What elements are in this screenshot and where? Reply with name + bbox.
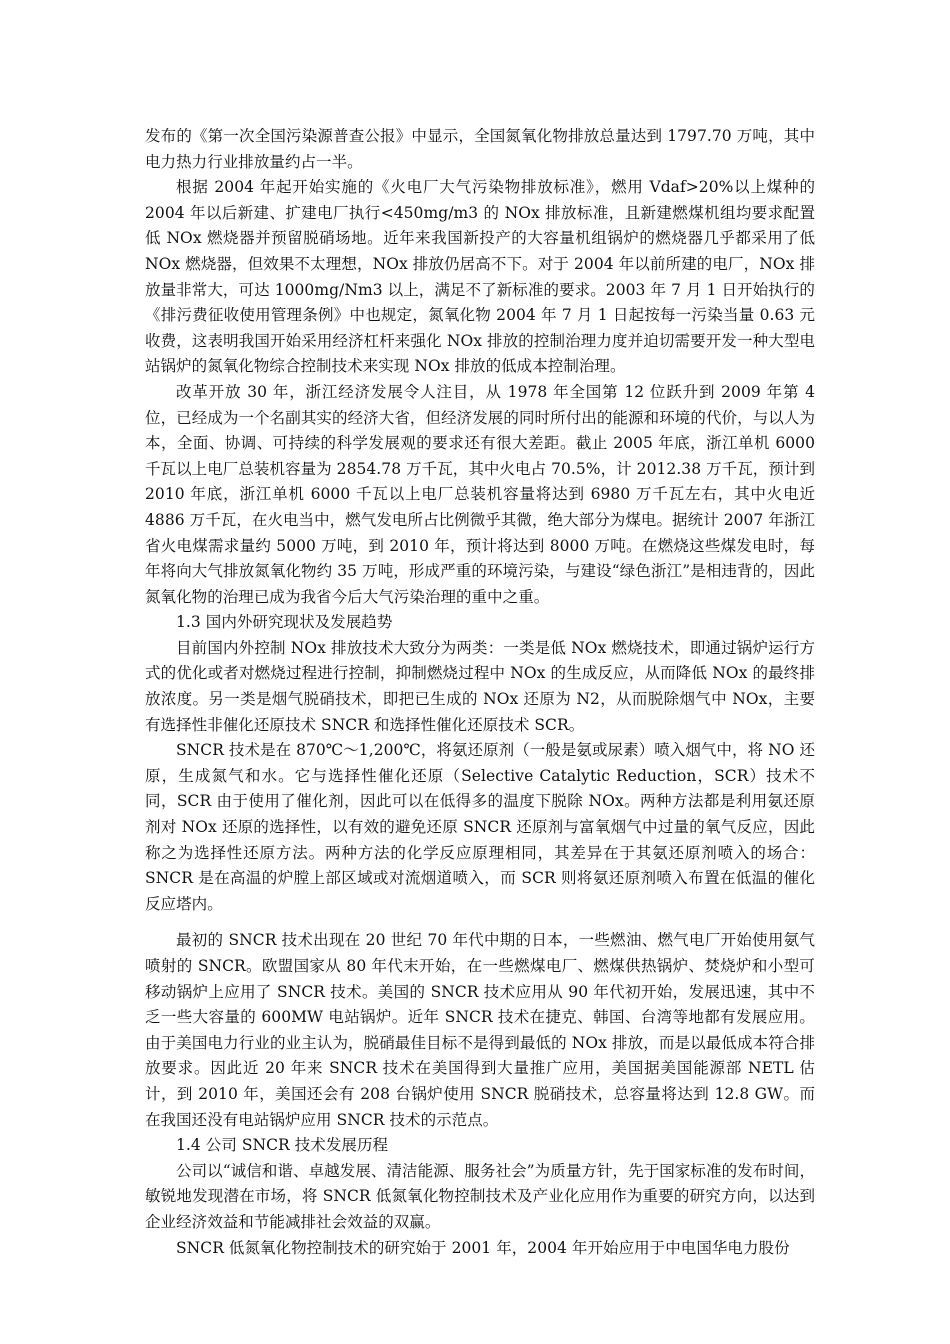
paragraph-emission-standard: 根据 2004 年起开始实施的《火电厂大气污染物排放标准》，燃用 Vdaf>20%以上煤种的 2004 年以后新建、扩建电厂执行<450mg/m3 的 NOx 排放标准，且新建燃煤机组均要求配置低 NOx 燃烧器并预留脱硝场地。近年来我国新投产的大容量机组锅炉的燃烧器几乎都采用了低 NOx 燃烧器，但效果不太理想，NOx 排放仍居高不下。对于 2004 年以前所建的电厂，NOx 排放量非常大，可达 1000mg/Nm3 以上，满足不了新标准的要求。2003 年 7 月 1 日开始执行的《排污费征收使用管理条例》中也规定，氮氧化物 2004 年 7 月 1 日起按每一污染当量 0.63 元收费，这表明我国开始采用经济杠杆来强化 NOx 排放的控制治理力度并迫切需要开发一种大型电站锅炉的氮氧化物综合控制技术来实现 NOx 排放的低成本控制治理。 [145, 178, 815, 376]
paragraph-sncr-history: 最初的 SNCR 技术出现在 20 世纪 70 年代中期的日本，一些燃油、燃气电厂开始使用氨气喷射的 SNCR。欧盟国家从 80 年代末开始，在一些燃煤电厂、燃煤供热锅炉、焚烧炉和小型可移动锅炉上应用了 SNCR 技术。美国的 SNCR 技术应用从 90 年代初开始，发展迅速，其中不乏一些大容量的 600MW 电站锅炉。近年 SNCR 技术在捷克、韩国、台湾等地都有发展应用。由于美国电力行业的业主认为，脱硝最佳目标不是得到最低的 NOx 排放，而是以最低成本符合排放要求。因此近 20 年来 SNCR 技术在美国得到大量推广应用，美国据美国能源部 NETL 估计，到 2010 年，美国还会有 208 台锅炉使用 SNCR 脱硝技术，总容量将达到 12.8 GW。而在我国还没有电站锅炉应用 SNCR 技术的示范点。 [145, 931, 815, 1129]
paragraph-nox-control-methods: 目前国内外控制 NOx 排放技术大致分为两类：一类是低 NOx 燃烧技术，即通过锅炉运行方式的优化或者对燃烧过程进行控制，抑制燃烧过程中 NOx 的生成反应，从而降低 NOx 的最终排放浓度。另一类是烟气脱硝技术，即把已生成的 NOx 还原为 N2，从而脱除烟气中 NOx，主要有选择性非催化还原技术 SNCR 和选择性催化还原技术 SCR。 [145, 638, 815, 734]
section-heading-1-4: 1.4 公司 SNCR 技术发展历程 [176, 1136, 389, 1155]
paragraph-research-start: SNCR 低氮氧化物控制技术的研究始于 2001 年，2004 年开始应用于中电国华电力股份 [176, 1238, 790, 1257]
document-body [145, 124, 815, 1261]
paragraph-continuation: 发布的《第一次全国污染源普查公报》中显示，全国氮氧化物排放总量达到 1797.70 万吨，其中电力热力行业排放量约占一半。 [145, 127, 815, 171]
paragraph-zhejiang-economy: 改革开放 30 年，浙江经济发展令人注目，从 1978 年全国第 12 位跃升到 2009 年第 4 位，已经成为一个名副其实的经济大省，但经济发展的同时所付出的能源和环境的代价，与以人为本，全面、协调、可持续的科学发展观的要求还有很大差距。截止 2005 年底，浙江单机 6000 千瓦以上电厂总装机容量为 2854.78 万千瓦，其中火电占 70.5%，计 2012.38 万千瓦，预计到 2010 年底，浙江单机 6000 千瓦以上电厂总装机容量将达到 6980 万千瓦左右，其中火电近 4886 万千瓦，在火电当中，燃气发电所占比例微乎其微，绝大部分为煤电。据统计 2007 年浙江省火电煤需求量约 5000 万吨，到 2010 年，预计将达到 8000 万吨。在燃烧这些煤发电时，每年将向大气排放氮氧化物约 35 万吨，形成严重的环境污染，与建设“绿色浙江”是相违背的，因此氮氧化物的治理已成为我省今后大气污染治理的重中之重。 [145, 382, 815, 606]
section-heading-1-3: 1.3 国内外研究现状及发展趋势 [176, 613, 393, 632]
paragraph-sncr-technology: SNCR 技术是在 870℃～1,200℃，将氨还原剂（一般是氨或尿素）喷入烟气中，将 NO 还原，生成氮气和水。它与选择性催化还原（Selective Catalytic Reduction，SCR）技术不同，SCR 由于使用了催化剂，因此可以在低得多的温度下脱除 NOx。两种方法都是利用氨还原剂对 NOx 还原的选择性，以有效的避免还原 SNCR 还原剂与富氧烟气中过量的氧气反应，因此称之为选择性还原方法。两种方法的化学反应原理相同，其差异在于其氨还原剂喷入的场合：SNCR 是在高温的炉膛上部区域或对流烟道喷入，而 SCR 则将氨还原剂喷入布置在低温的催化反应塔内。 [145, 741, 815, 913]
paragraph-company-policy: 公司以“诚信和谐、卓越发展、清洁能源、服务社会”为质量方针，先于国家标准的发布时间，敏锐地发现潜在市场，将 SNCR 低氮氧化物控制技术及产业化应用作为重要的研究方向，以达到企业经济效益和节能减排社会效益的双赢。 [145, 1161, 815, 1231]
